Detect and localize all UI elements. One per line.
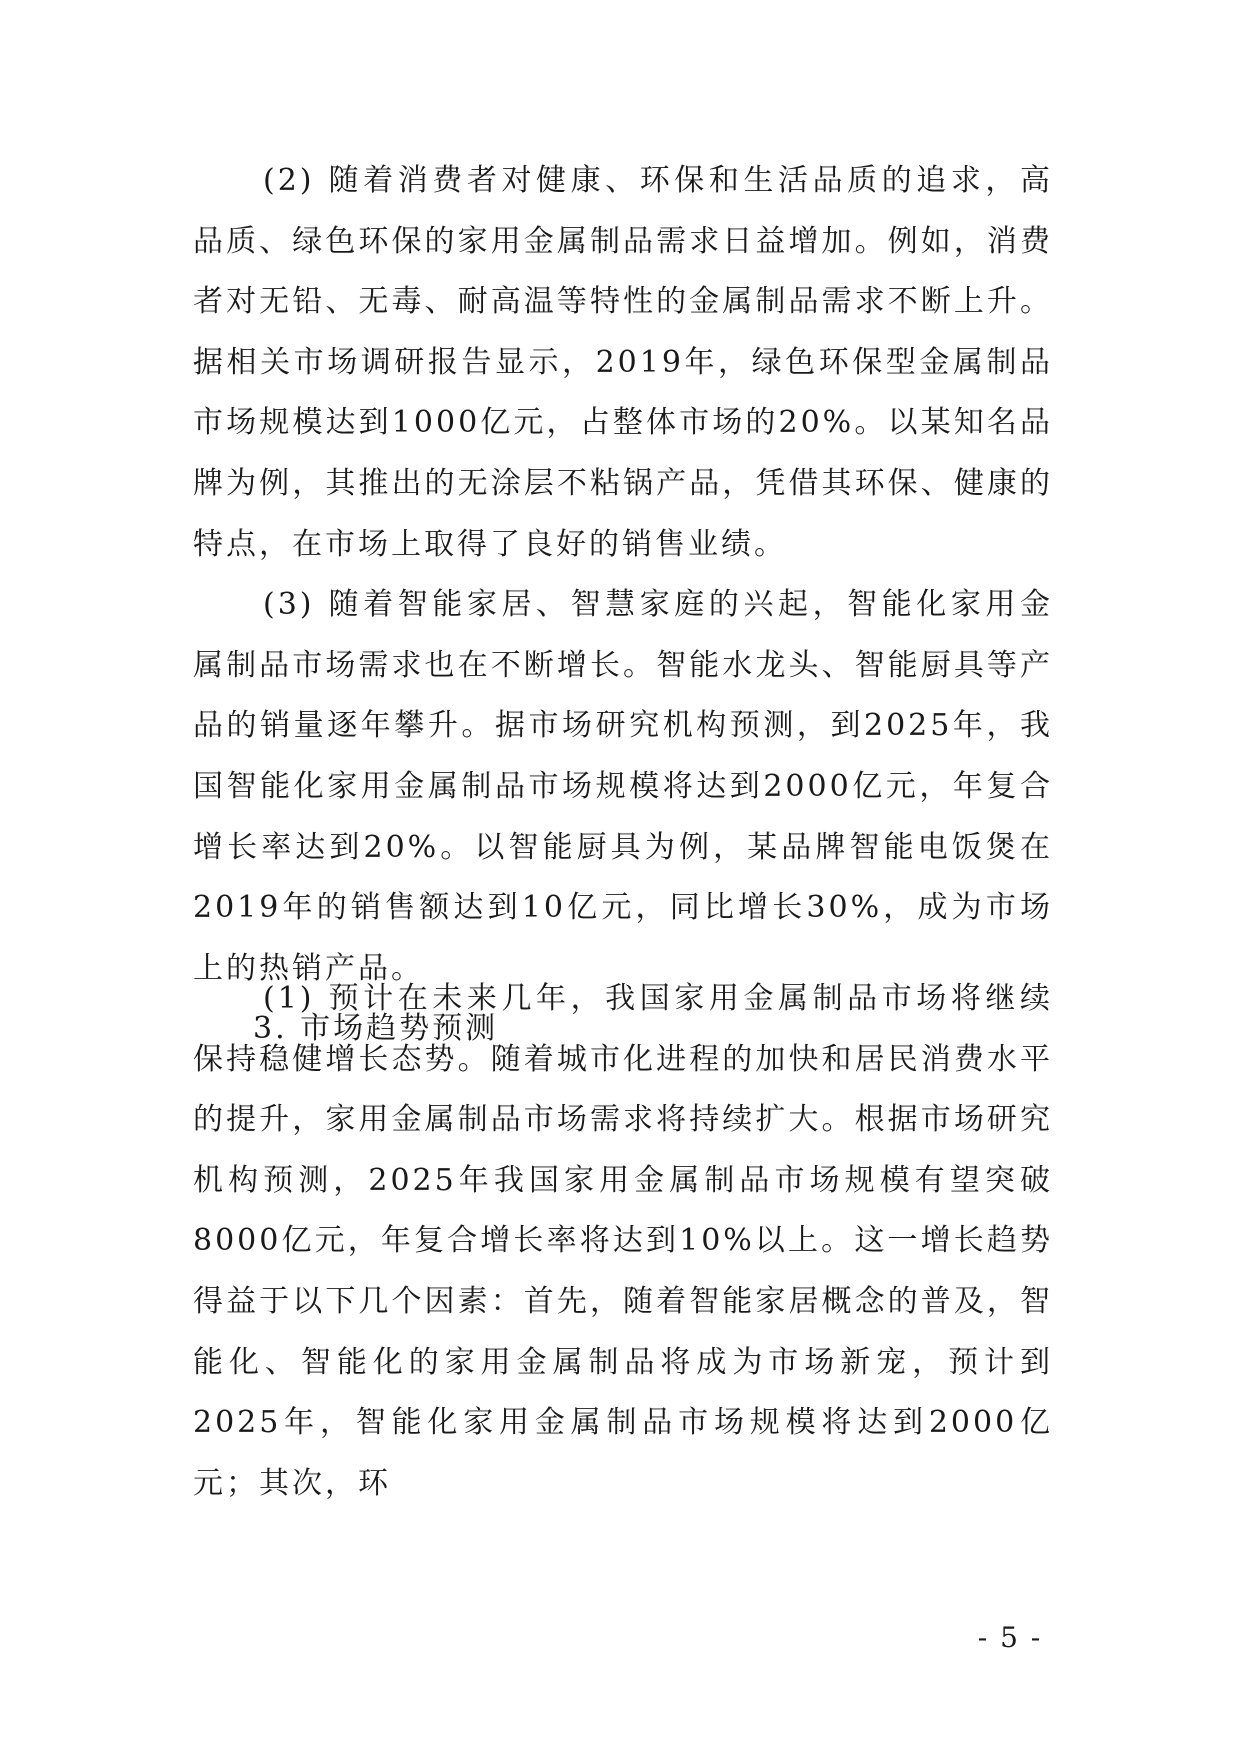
body-text-lower: [193, 969, 1053, 1514]
paragraph-3: (3) 随着智能家居、智慧家庭的兴起，智能化家用金属制品市场需求也在不断增长。智能水龙头、智能厨具等产品的销量逐年攀升。据市场研究机构预测，到2025年，我国智能化家用金属制品市场规模将达到2000亿元，年复合增长率达到20%。以智能厨具为例，某品牌智能电饭煲在2019年的销售额达到10亿元，同比增长30%，成为市场上的热销产品。: [193, 587, 1053, 986]
page-number: - 5 -: [977, 1621, 1043, 1654]
body-text-upper: [193, 151, 1053, 1060]
section-heading-3: 3. 市场趋势预测: [253, 1011, 499, 1047]
paragraph-2: (2) 随着消费者对健康、环保和生活品质的追求，高品质、绿色环保的家用金属制品需求日益增加。例如，消费者对无铅、无毒、耐高温等特性的金属制品需求不断上升。据相关市场调研报告显示，2019年，绿色环保型金属制品市场规模达到1000亿元，占整体市场的20%。以某知名品牌为例，其推出的无涂层不粘锅产品，凭借其环保、健康的特点，在市场上取得了良好的销售业绩。: [193, 163, 1053, 562]
paragraph-trend-1: (1) 预计在未来几年，我国家用金属制品市场将继续保持稳健增长态势。随着城市化进程的加快和居民消费水平的提升，家用金属制品市场需求将持续扩大。根据市场研究机构预测，2025年我国家用金属制品市场规模有望突破8000亿元，年复合增长率将达到10%以上。这一增长趋势得益于以下几个因素：首先，随着智能家居概念的普及，智能化、智能化的家用金属制品将成为市场新宠，预计到2025年，智能化家用金属制品市场规模将达到2000亿元；其次，环: [193, 981, 1053, 1501]
